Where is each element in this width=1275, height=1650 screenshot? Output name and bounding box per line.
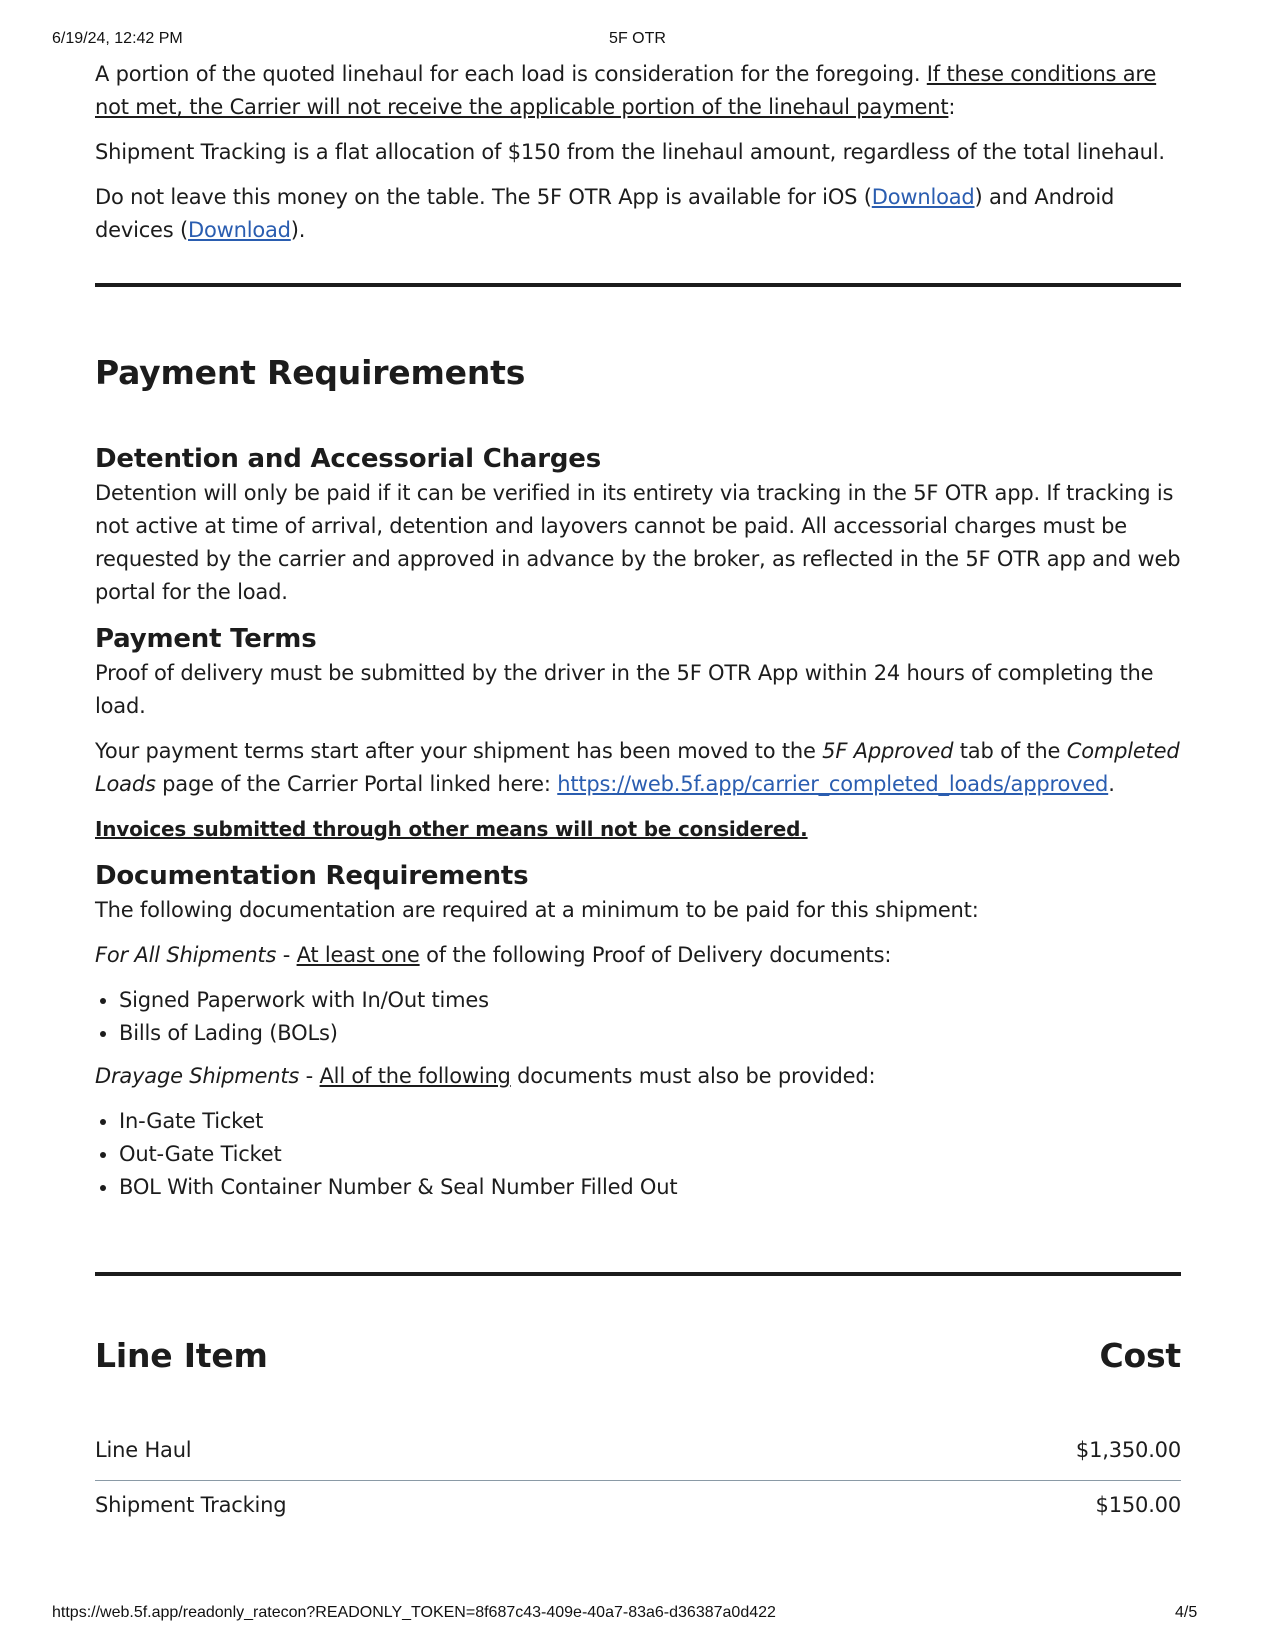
ios-download-link[interactable]: Download — [871, 185, 975, 209]
payment-terms-paragraph: Your payment terms start after your shipment has been moved to the 5F Approved tab of the Completed Loads page of the Carrier Portal linked here: https://web.5f.app/carrier_completed_loads/approved. — [95, 739, 1180, 796]
line-item-cost: $150.00 — [1095, 1493, 1181, 1517]
drayage-paragraph: Drayage Shipments - All of the following documents must also be provided: — [95, 1064, 876, 1088]
list-item: • Bills of Lading (BOLs) — [119, 1017, 1181, 1050]
line-item-header — [95, 1336, 1181, 1376]
all-shipments-list — [95, 984, 1181, 1050]
payment-terms-heading: Payment Terms — [95, 624, 317, 654]
documentation-heading: Documentation Requirements — [95, 861, 529, 891]
detention-body: Detention will only be paid if it can be verified in its entirety via tracking in the 5F OTR app. If tracking is not active at time of arrival, detention and layovers cannot be paid. All accessorial charges must be requested by the carrier and approved in advance by the broker, as reflected in the 5F OTR app and web portal for the load. — [95, 481, 1181, 604]
linehaul-consideration-paragraph: A portion of the quoted linehaul for each load is consideration for the foregoing. If these conditions are not met, the Carrier will not receive the applicable portion of the linehaul payment: — [95, 62, 1157, 119]
documentation-intro: The following documentation are required at a minimum to be paid for this shipment: — [95, 898, 979, 922]
print-title: 5F OTR — [609, 30, 666, 47]
line-item-name: Shipment Tracking — [95, 1493, 287, 1517]
line-item-cost: $1,350.00 — [1075, 1438, 1181, 1462]
list-item: • Out-Gate Ticket — [119, 1138, 1181, 1171]
list-item: • Signed Paperwork with In/Out times — [119, 984, 1181, 1017]
document-content — [95, 58, 1181, 1535]
detention-heading: Detention and Accessorial Charges — [95, 444, 601, 474]
pod-submission-paragraph: Proof of delivery must be submitted by the driver in the 5F OTR App within 24 hours of completing the load. — [95, 661, 1154, 718]
linehaul-condition-warning: If these conditions are not met, the Carrier will not receive the applicable portion of the linehaul payment — [95, 62, 1157, 119]
cost-column-header: Cost — [1099, 1336, 1181, 1375]
line-item-table — [95, 1336, 1181, 1535]
carrier-portal-link[interactable]: https://web.5f.app/carrier_completed_loads/approved — [557, 772, 1109, 796]
all-shipments-paragraph: For All Shipments - At least one of the following Proof of Delivery documents: — [95, 943, 892, 967]
payment-requirements-title: Payment Requirements — [95, 353, 526, 392]
page-number: 4/5 — [1175, 1604, 1198, 1621]
app-download-paragraph: Do not leave this money on the table. The 5F OTR App is available for iOS (Download) and Android devices (Download). — [95, 185, 1115, 242]
print-url: https://web.5f.app/readonly_ratecon?READONLY_TOKEN=8f687c43-409e-40a7-83a6-d36387a0d422 — [52, 1604, 776, 1621]
table-row — [95, 1426, 1181, 1481]
list-item: • In-Gate Ticket — [119, 1105, 1181, 1138]
android-download-link[interactable]: Download — [188, 218, 291, 242]
line-item-name: Line Haul — [95, 1438, 192, 1462]
line-item-column-header: Line Item — [95, 1336, 268, 1375]
section-divider — [95, 1272, 1181, 1276]
section-divider — [95, 283, 1181, 287]
print-datetime: 6/19/24, 12:42 PM — [52, 30, 183, 47]
drayage-list — [95, 1105, 1181, 1204]
table-row — [95, 1481, 1181, 1535]
list-item: • BOL With Container Number & Seal Number Filled Out — [119, 1171, 1181, 1204]
tracking-allocation-paragraph: Shipment Tracking is a flat allocation of $150 from the linehaul amount, regardless of the total linehaul. — [95, 140, 1165, 164]
invoice-notice: Invoices submitted through other means will not be considered. — [95, 817, 808, 841]
